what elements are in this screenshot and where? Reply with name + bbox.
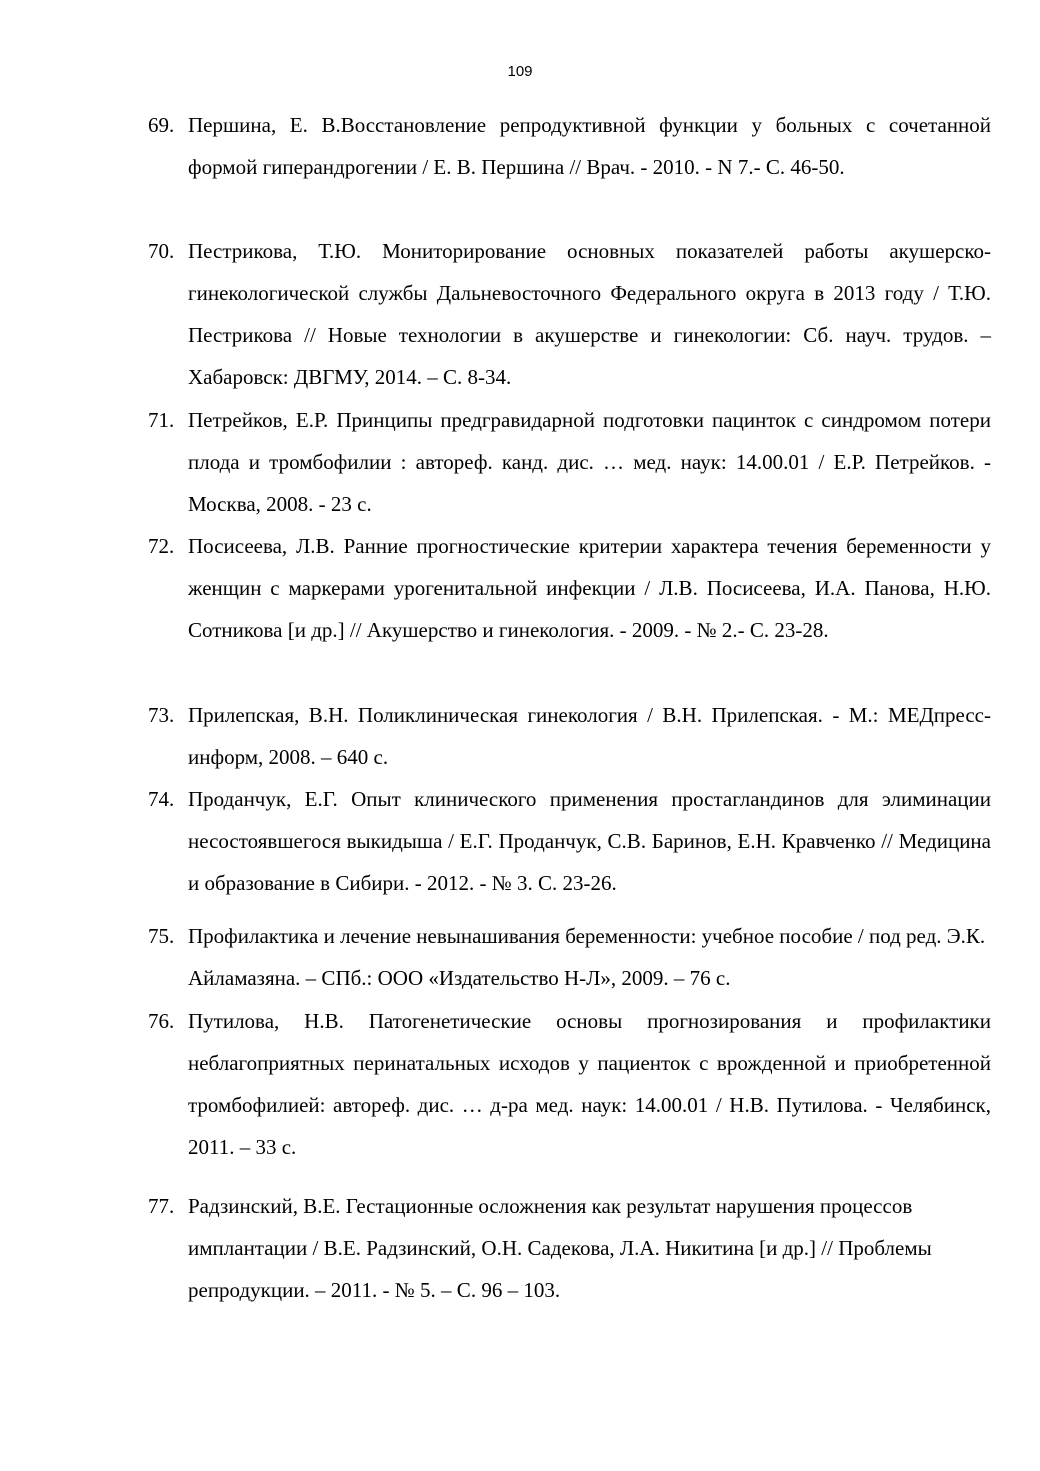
reference-number: 76.	[148, 1009, 175, 1033]
reference-item	[148, 525, 991, 651]
reference-number: 74.	[148, 787, 175, 811]
reference-item	[148, 694, 991, 778]
reference-item	[148, 104, 991, 188]
reference-item	[148, 1000, 991, 1168]
reference-item	[148, 778, 991, 904]
reference-number: 70.	[148, 239, 175, 263]
reference-number: 77.	[148, 1194, 175, 1218]
reference-text: Першина, Е. В.Восстановление репродуктивной функции у больных с сочетанной формой гиперандрогении / Е. В. Першина // Врач. - 2010. - N 7.- С. 46-50.	[188, 113, 991, 179]
page-number: 109	[507, 63, 533, 80]
reference-text: Путилова, Н.В. Патогенетические основы прогнозирования и профилактики неблагоприятных перинатальных исходов у пациенток с врожденной и приобретенной тромбофилией: автореф. дис. … д-ра мед. наук: 14.00.01 / Н.В. Путилова. - Челябинск, 2011. – 33 с.	[188, 1009, 991, 1159]
reference-text: Прилепская, В.Н. Поликлиническая гинекология / В.Н. Прилепская. - М.: МЕДпресс-информ, 2008. – 640 с.	[188, 703, 991, 769]
reference-number: 73.	[148, 703, 175, 727]
reference-item	[148, 1185, 991, 1311]
reference-item	[148, 399, 991, 525]
reference-item	[148, 915, 991, 999]
reference-text: Петрейков, Е.Р. Принципы предгравидарной подготовки пацинток с синдромом потери плода и тромбофилии : автореф. канд. дис. … мед. наук: 14.00.01 / Е.Р. Петрейков. - Москва, 2008. - 23 с.	[188, 408, 991, 516]
reference-number: 72.	[148, 534, 175, 558]
reference-text: Посисеева, Л.В. Ранние прогностические критерии характера течения беременности у женщин с маркерами урогенитальной инфекции / Л.В. Посисеева, И.А. Панова, Н.Ю. Сотникова [и др.] // Акушерство и гинекология. - 2009. - № 2.- С. 23-28.	[188, 534, 991, 642]
reference-number: 71.	[148, 408, 175, 432]
reference-text: Пестрикова, Т.Ю. Мониторирование основных показателей работы акушерско-гинекологической службы Дальневосточного Федерального округа в 2013 году / Т.Ю. Пестрикова // Новые технологии в акушерстве и гинекологии: Сб. науч. трудов. – Хабаровск: ДВГМУ, 2014. – С. 8-34.	[188, 239, 991, 389]
reference-text: Радзинский, В.Е. Гестационные осложнения как результат нарушения процессов имплантации / В.Е. Радзинский, О.Н. Садекова, Л.А. Никитина [и др.] // Проблемы репродукции. – 2011. - № 5. – С. 96 – 103.	[188, 1194, 932, 1302]
reference-item	[148, 230, 991, 398]
reference-text: Профилактика и лечение невынашивания беременности: учебное пособие / под ред. Э.К. Айламазяна. – СПб.: ООО «Издательство Н-Л», 2009. – 76 с.	[188, 924, 986, 990]
reference-number: 75.	[148, 924, 175, 948]
reference-number: 69.	[148, 113, 175, 137]
reference-text: Проданчук, Е.Г. Опыт клинического применения простагландинов для элиминации несостоявшегося выкидыша / Е.Г. Проданчук, С.В. Баринов, Е.Н. Кравченко // Медицина и образование в Сибири. - 2012. - № 3. С. 23-26.	[188, 787, 991, 895]
